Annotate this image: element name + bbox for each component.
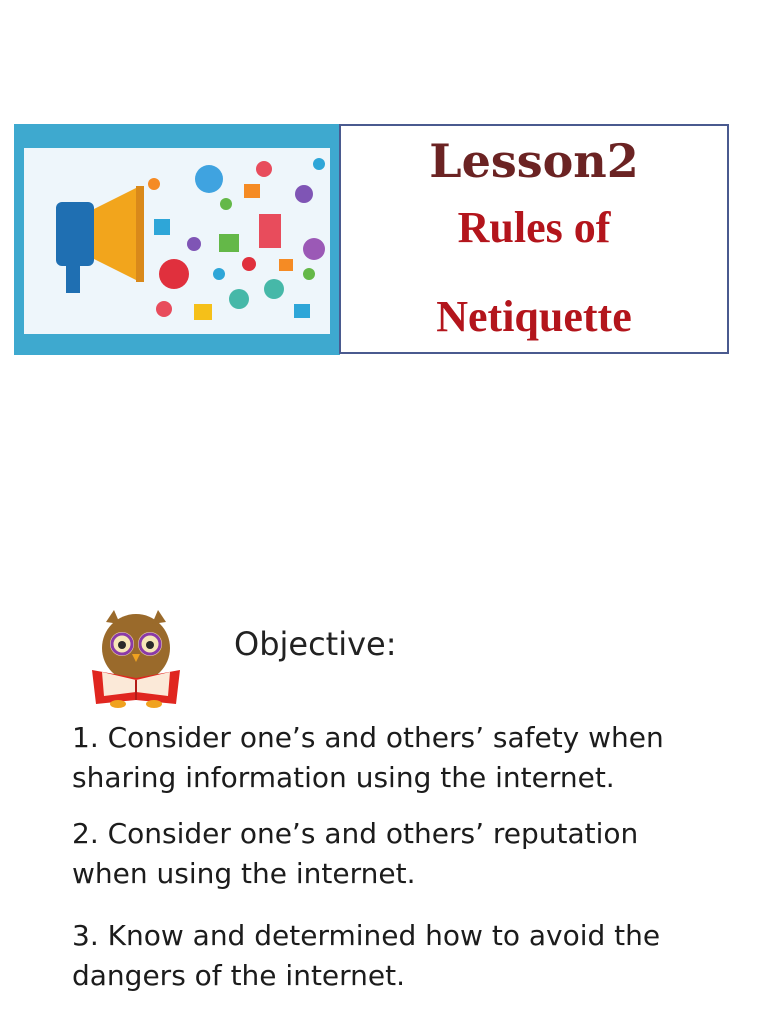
megaphone-social-media-banner <box>14 124 340 355</box>
objective-heading: Objective: <box>234 625 397 663</box>
owl-reading-book-icon <box>88 608 184 708</box>
lesson-subtitle-line1: Rules of <box>457 203 611 252</box>
lesson-title: Lesson2 <box>429 134 639 188</box>
objective-item-1: 1. Consider one’s and others’ safety when sharing information using the internet. <box>72 721 664 794</box>
lesson-subtitle-line2: Netiquette <box>436 292 632 341</box>
lesson-title-box <box>339 124 729 354</box>
objective-item-3: 3. Know and determined how to avoid the dangers of the internet. <box>72 919 661 992</box>
objective-item-2: 2. Consider one’s and others’ reputation when using the internet. <box>72 817 639 890</box>
